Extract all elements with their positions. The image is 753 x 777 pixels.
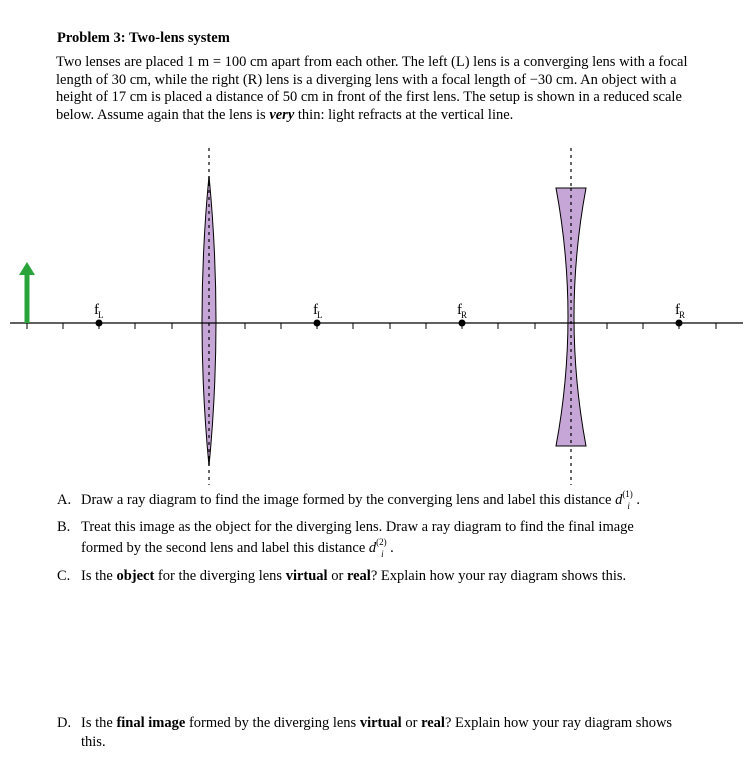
focal-point-right-1 [459, 320, 466, 327]
keyword-virtual-d: virtual [359, 715, 402, 731]
question-b-line1: Treat this image as the object for the diverging lens. Draw a ray diagram to find the final image [81, 519, 634, 535]
question-a-text: Draw a ray diagram to find the image formed by the converging lens and label this distance [81, 492, 616, 508]
intro-emphasis: very [269, 106, 295, 123]
keyword-object: object [116, 568, 155, 584]
symbol-d2: d (2) i [368, 537, 387, 559]
focal-point-right-2 [676, 320, 683, 327]
keyword-real-d: real [421, 715, 445, 731]
intro-text-end: thin: light refracts at the vertical line. [294, 106, 514, 123]
focal-label-left-2: fL [313, 302, 323, 320]
focal-label-right-2: fR [675, 302, 686, 320]
focal-label-right-1: fR [457, 302, 468, 320]
two-lens-diagram [0, 140, 753, 485]
keyword-virtual: virtual [285, 568, 328, 584]
question-b-line2: formed by the second lens and label this distance [81, 540, 369, 556]
focal-point-left-1 [96, 320, 103, 327]
axis-ticks [27, 323, 716, 329]
symbol-d1: d (1) i [615, 489, 633, 511]
focal-point-left-2 [314, 320, 321, 327]
question-d-letter: D. [57, 715, 72, 731]
question-d-line2: this. [81, 734, 106, 750]
intro-text: Two lenses are placed 1 m = 100 cm apart from each other. The left (L) lens is a converging lens with a focal length of 30 cm, while the right (R) lens is a diverging lens with a focal length of −30 cm. An object with a height of 17 cm is placed a distance of 50 cm in front of the first lens. The setup is shown in a reduced scale below. Assume again that the lens is [56, 54, 688, 123]
object-arrow [19, 262, 35, 323]
problem-title: Problem 3: Two-lens system [57, 30, 230, 46]
question-b-letter: B. [57, 519, 71, 535]
question-c-letter: C. [57, 568, 71, 584]
problem-intro [56, 54, 696, 124]
question-a-letter: A. [57, 492, 72, 508]
keyword-final-image: final image [116, 715, 186, 731]
focal-label-left-1: fL [94, 302, 104, 320]
keyword-real: real [346, 568, 371, 584]
